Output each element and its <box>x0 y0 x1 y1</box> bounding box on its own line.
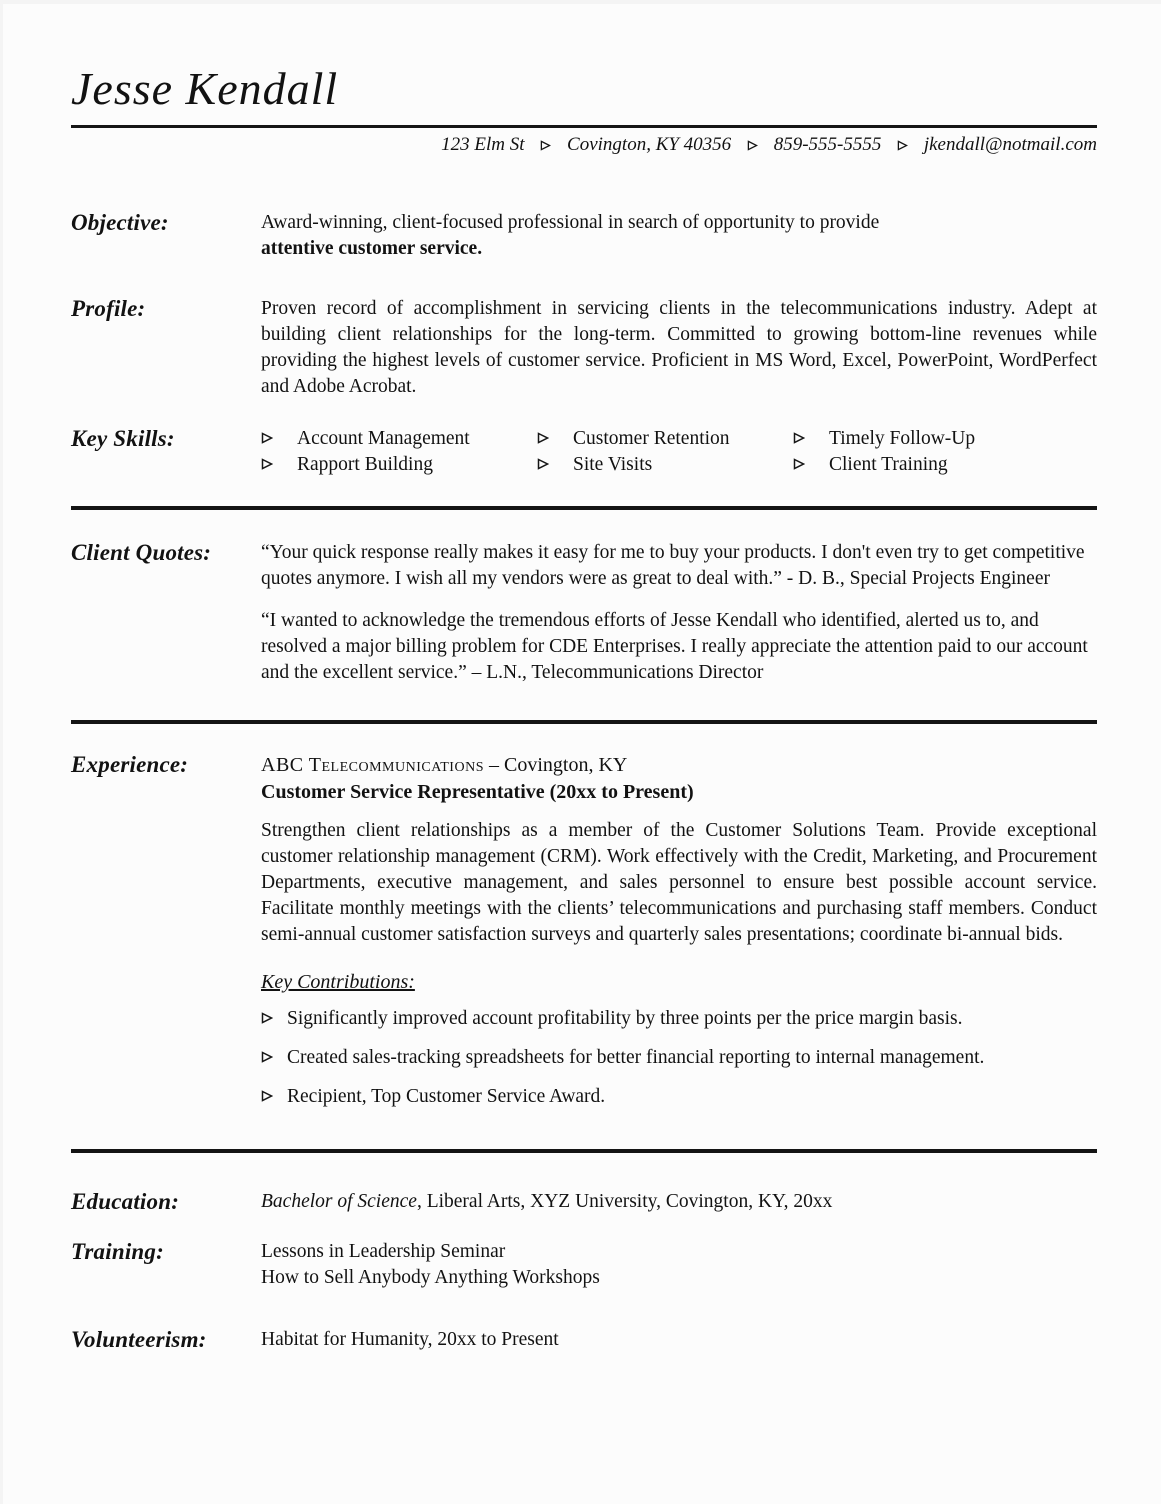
skill-label: Timely Follow-Up <box>829 428 976 449</box>
section-key-skills <box>71 426 1097 478</box>
skill-label: Client Training <box>829 454 948 475</box>
education-content <box>261 1189 1097 1215</box>
section-client-quotes <box>71 540 1097 686</box>
job-title: Customer Service Representative (20xx to Present) <box>261 781 694 803</box>
key-contributions-heading: Key Contributions: <box>261 971 415 993</box>
section-objective <box>71 210 1097 262</box>
objective-content <box>261 210 1097 262</box>
contact-address: 123 Elm St <box>441 134 525 155</box>
section-label-profile: Profile: <box>71 296 146 321</box>
section-profile <box>71 296 1097 400</box>
section-label-volunteerism: Volunteerism: <box>71 1327 207 1352</box>
contribution-text: Recipient, Top Customer Service Award. <box>287 1086 606 1107</box>
arrowhead-bullet-icon <box>537 452 549 478</box>
section-label-client-quotes: Client Quotes: <box>71 540 212 565</box>
resume-page <box>3 4 1161 1504</box>
section-label-key-skills: Key Skills: <box>71 426 175 451</box>
objective-emphasis-text: attentive customer service. <box>261 238 483 259</box>
key-skills-column-1 <box>261 426 537 478</box>
volunteerism-text: Habitat for Humanity, 20xx to Present <box>261 1329 559 1350</box>
skill-item <box>793 426 1097 452</box>
key-skills-column-2 <box>537 426 793 478</box>
contact-line <box>71 132 1097 158</box>
section-experience <box>71 752 1097 1123</box>
contribution-text: Significantly improved account profitability by three points per the price margin basis. <box>287 1008 963 1029</box>
arrowhead-bullet-icon <box>793 452 805 478</box>
client-quotes-content <box>261 540 1097 686</box>
arrowhead-bullet-icon <box>261 1006 273 1032</box>
skill-label: Rapport Building <box>297 454 433 475</box>
arrowhead-separator-icon <box>747 133 758 159</box>
skill-item <box>261 452 537 478</box>
section-label-experience: Experience: <box>71 752 189 777</box>
arrowhead-separator-icon <box>897 133 908 159</box>
skill-label: Customer Retention <box>573 428 730 449</box>
section-divider <box>71 506 1097 510</box>
section-label-training: Training: <box>71 1239 164 1264</box>
contribution-item <box>261 1045 1097 1071</box>
contact-city-state-zip: Covington, KY 40356 <box>567 134 732 155</box>
skill-label: Account Management <box>297 428 470 449</box>
training-line: How to Sell Anybody Anything Workshops <box>261 1267 600 1288</box>
section-divider <box>71 1149 1097 1153</box>
profile-text: Proven record of accomplishment in servicing clients in the telecommunications industry. Adept at building client relationships for the long-term. Committed to growing bottom-line revenues while providing the highest levels of customer service. Proficient in MS Word, Excel, PowerPoint, WordPerfect and Adobe Acrobat. <box>261 298 1097 397</box>
arrowhead-bullet-icon <box>261 426 273 452</box>
client-quote: “Your quick response really makes it easy for me to buy your products. I don't even try to get competitive quotes anymore. I wish all my vendors were as great to deal with.” - D. B., Special Projects Engineer <box>261 542 1085 589</box>
section-training <box>71 1239 1097 1291</box>
objective-lead-text: Award-winning, client-focused professional in search of opportunity to provide <box>261 212 880 233</box>
arrowhead-bullet-icon <box>261 1045 273 1071</box>
section-label-education: Education: <box>71 1189 180 1214</box>
arrowhead-bullet-icon <box>793 426 805 452</box>
company-name: ABC Telecommunications <box>261 754 484 776</box>
key-skills-content <box>261 426 1097 478</box>
skill-item <box>793 452 1097 478</box>
contact-email: jkendall@notmail.com <box>923 134 1097 155</box>
contribution-item <box>261 1084 1097 1110</box>
arrowhead-separator-icon <box>540 133 551 159</box>
experience-summary: Strengthen client relationships as a member of the Customer Solutions Team. Provide exceptional customer relationship management (CRM). Work effectively with the Credit, Marketing, and Procurement Departments, executive management, and sales personnel to ensure best possible account service. Facilitate monthly meetings with the clients’ telecommunications and purchasing staff members. Conduct semi-annual customer satisfaction surveys and quarterly sales presentations; coordinate bi-annual bids. <box>261 820 1097 945</box>
degree-details: , Liberal Arts, XYZ University, Covington, KY, 20xx <box>416 1191 833 1212</box>
section-education <box>71 1189 1097 1215</box>
company-location: – Covington, KY <box>483 754 628 776</box>
contact-phone: 859-555-5555 <box>773 134 882 155</box>
arrowhead-bullet-icon <box>261 452 273 478</box>
experience-content <box>261 752 1097 1123</box>
arrowhead-bullet-icon <box>261 1084 273 1110</box>
key-skills-column-3 <box>793 426 1097 478</box>
skill-item <box>261 426 537 452</box>
degree-name: Bachelor of Science <box>261 1191 417 1212</box>
client-quote: “I wanted to acknowledge the tremendous efforts of Jesse Kendall who identified, alerted us to, and resolved a major billing problem for CDE Enterprises. I really appreciate the attention paid to our account and the excellent service.” – L.N., Telecommunications Director <box>261 610 1088 683</box>
training-line: Lessons in Leadership Seminar <box>261 1241 506 1262</box>
section-label-objective: Objective: <box>71 210 169 235</box>
key-contributions-list <box>261 1006 1097 1110</box>
arrowhead-bullet-icon <box>537 426 549 452</box>
person-name: Jesse Kendall <box>71 60 1097 128</box>
key-skills-columns <box>261 426 1097 478</box>
skill-item <box>537 452 793 478</box>
skill-item <box>537 426 793 452</box>
section-divider <box>71 720 1097 724</box>
company-line <box>261 752 1097 779</box>
section-volunteerism <box>71 1327 1097 1353</box>
training-content <box>261 1239 1097 1291</box>
contribution-item <box>261 1006 1097 1032</box>
skill-label: Site Visits <box>573 454 653 475</box>
contribution-text: Created sales-tracking spreadsheets for better financial reporting to internal management. <box>287 1047 985 1068</box>
